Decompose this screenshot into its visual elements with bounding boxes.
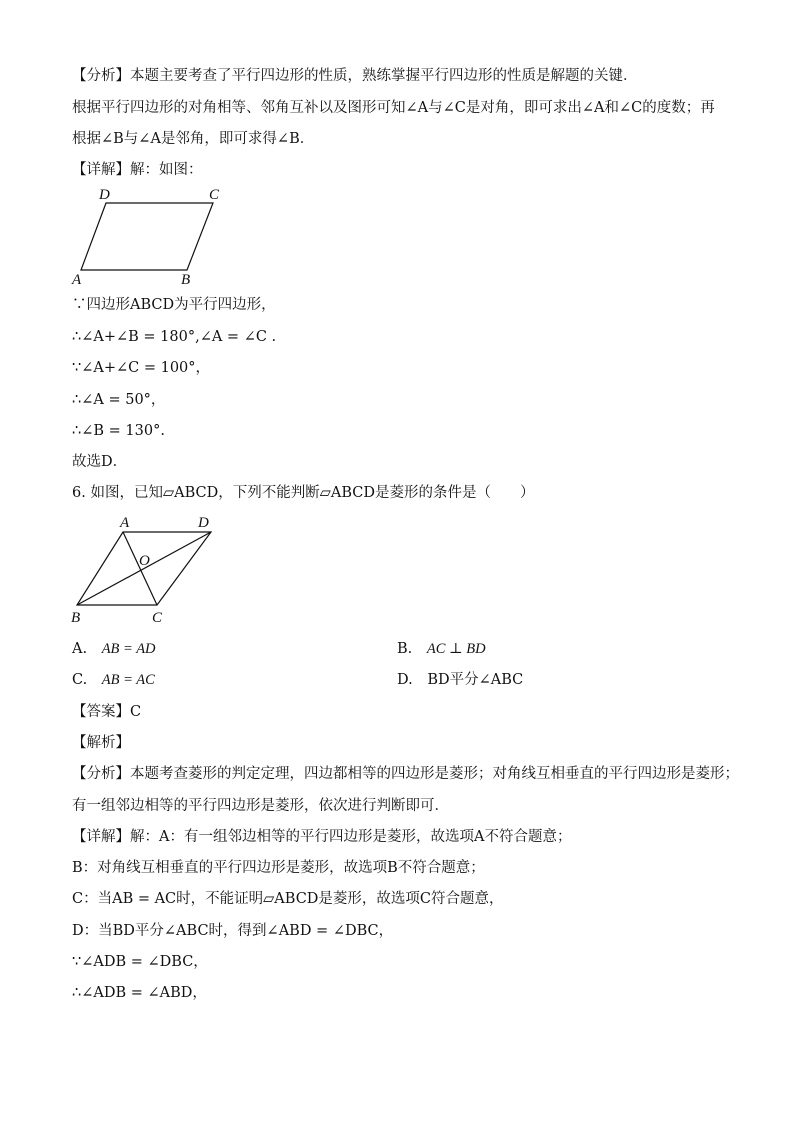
detail-2-line-4: D：当BD平分∠ABC时，得到∠ABD = ∠DBC，: [72, 923, 394, 939]
detail-heading: 【详解】解：如图：: [72, 162, 203, 178]
detail-2-line-6: ∴∠ADB = ∠ABD，: [72, 985, 207, 1001]
detail-2-line-3: C：当AB = AC时，不能证明▱ABCD是菱形，故选项C符合题意，: [72, 891, 504, 907]
proof-line-1: ∵四边形ABCD为平行四边形，: [72, 297, 276, 313]
option-c-text: AB = AC: [101, 672, 155, 688]
option-b-label: B.: [397, 641, 413, 657]
analysis-2-line-2: 有一组邻边相等的平行四边形是菱形，依次进行判断即可．: [72, 798, 449, 814]
analysis-line-2: 根据平行四边形的对角相等、邻角互补以及图形可知∠A与∠C是对角，即可求出∠A和∠C的度数；再: [72, 100, 715, 116]
proof-line-4: ∴∠A = 50°，: [72, 392, 166, 408]
answer-line: 【答案】C: [72, 704, 142, 720]
label-a: A: [120, 515, 130, 531]
proof-line-5: ∴∠B = 130°.: [72, 423, 165, 439]
option-d-label: D.: [397, 672, 413, 688]
option-c: [72, 670, 155, 690]
option-a: [72, 639, 156, 659]
option-a-label: A.: [72, 641, 88, 657]
option-b: [397, 639, 486, 659]
analysis-2-line-1: 【分析】本题考查菱形的判定定理，四边都相等的四边形是菱形；对角线互相垂直的平行四边形是菱形；: [72, 766, 739, 782]
option-a-text: AB = AD: [101, 641, 156, 657]
detail-2-line-1: 【详解】解：A：有一组邻边相等的平行四边形是菱形，故选项A不符合题意；: [72, 829, 572, 845]
option-c-label: C.: [72, 672, 88, 688]
option-b-text: AC ⊥ BD: [426, 641, 486, 657]
label-c: C: [152, 610, 163, 626]
proof-line-3: ∵∠A+∠C = 100°，: [72, 360, 211, 376]
analysis-line-3: 根据∠B与∠A是邻角，即可求得∠B．: [72, 131, 315, 147]
analysis-line-1: 【分析】本题主要考查了平行四边形的性质，熟练掌握平行四边形的性质是解题的关键．: [72, 68, 638, 84]
label-d: D: [99, 187, 110, 203]
label-b: B: [71, 610, 81, 626]
option-d: [397, 670, 523, 690]
option-d-text: BD平分∠ABC: [427, 672, 524, 688]
proof-line-2: ∴∠A+∠B = 180°,∠A = ∠C .: [72, 329, 277, 345]
label-c: C: [209, 187, 220, 203]
label-d: D: [198, 515, 209, 531]
label-b: B: [181, 272, 191, 288]
solution-heading: 【解析】: [72, 735, 130, 751]
label-a: A: [72, 272, 82, 288]
question-6: 6. 如图，已知▱ABCD，下列不能判断▱ABCD是菱形的条件是（ ）: [72, 485, 535, 501]
detail-2-line-2: B：对角线互相垂直的平行四边形是菱形，故选项B不符合题意；: [72, 860, 485, 876]
answer-choice-line: 故选D．: [72, 454, 128, 470]
detail-2-line-5: ∵∠ADB = ∠DBC，: [72, 954, 208, 970]
rhombus-figure: [66, 510, 226, 628]
label-o: O: [139, 553, 150, 569]
parallelogram-figure: [68, 184, 238, 288]
